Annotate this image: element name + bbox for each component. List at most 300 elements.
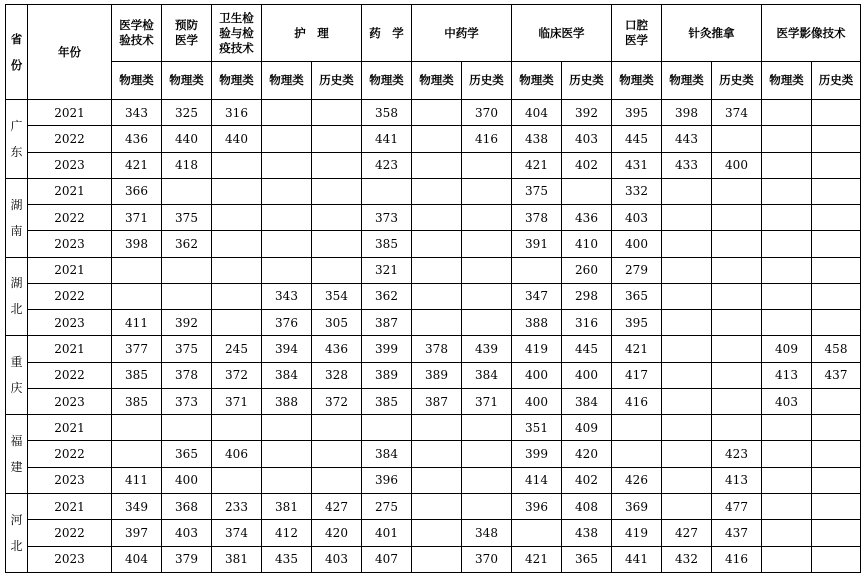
table-row: [6, 231, 861, 257]
score-cell: 458: [812, 336, 861, 362]
score-cell: 369: [612, 493, 662, 519]
score-cell: [712, 178, 762, 204]
header-major-stomatology: [612, 5, 662, 62]
header-major-medical-lab: [112, 5, 162, 62]
score-cell: 423: [362, 152, 412, 178]
table-row: [6, 520, 861, 546]
score-cell: 409: [762, 336, 812, 362]
score-cell: 445: [612, 126, 662, 152]
score-cell: 321: [362, 257, 412, 283]
header-major-pharmacy: 药 学: [362, 5, 412, 62]
score-cell: 440: [162, 126, 212, 152]
score-cell: 375: [162, 336, 212, 362]
year-cell: 2022: [28, 126, 112, 152]
province-char: 广: [10, 118, 23, 133]
score-cell: 441: [612, 546, 662, 572]
score-cell: [462, 441, 512, 467]
header-province-text: 省份: [10, 32, 23, 72]
score-cell: 233: [212, 493, 262, 519]
score-cell: 421: [112, 152, 162, 178]
score-cell: [812, 310, 861, 336]
score-cell: [812, 100, 861, 126]
header-major-acupuncture: 针灸推拿: [662, 5, 762, 62]
score-cell: [212, 467, 262, 493]
table-row: [6, 362, 861, 388]
score-cell: [312, 415, 362, 441]
score-cell: 392: [562, 100, 612, 126]
score-cell: 411: [112, 467, 162, 493]
score-cell: [262, 178, 312, 204]
score-cell: 379: [162, 546, 212, 572]
province-char: 庆: [10, 381, 23, 396]
score-cell: [262, 231, 312, 257]
score-cell: [712, 283, 762, 309]
score-cell: [312, 126, 362, 152]
score-cell: 403: [162, 520, 212, 546]
score-cell: 400: [162, 467, 212, 493]
score-cell: 391: [512, 231, 562, 257]
score-cell: 362: [362, 283, 412, 309]
score-cell: [212, 415, 262, 441]
score-cell: [662, 336, 712, 362]
score-cell: 431: [612, 152, 662, 178]
score-cell: [412, 205, 462, 231]
score-cell: 421: [512, 152, 562, 178]
header-major-imaging: 医学影像技术: [762, 5, 861, 62]
score-cell: [112, 283, 162, 309]
score-cell: [312, 231, 362, 257]
year-cell: 2021: [28, 178, 112, 204]
score-cell: [412, 415, 462, 441]
score-cell: 375: [162, 205, 212, 231]
score-cell: 438: [562, 520, 612, 546]
score-cell: 407: [362, 546, 412, 572]
score-cell: 416: [712, 546, 762, 572]
header-major-preventive: [162, 5, 212, 62]
table-row: [6, 205, 861, 231]
score-cell: 420: [312, 520, 362, 546]
score-cell: 437: [812, 362, 861, 388]
score-cell: 387: [362, 310, 412, 336]
score-cell: 403: [312, 546, 362, 572]
score-cell: 385: [362, 231, 412, 257]
score-cell: 394: [262, 336, 312, 362]
score-cell: 408: [562, 493, 612, 519]
header-year: 年份: [28, 5, 112, 100]
score-cell: 298: [562, 283, 612, 309]
score-cell: [812, 205, 861, 231]
header-major-line: 预防: [175, 18, 198, 32]
province-char: 南: [10, 223, 23, 238]
score-cell: [812, 152, 861, 178]
table-row: [6, 441, 861, 467]
score-cell: 378: [512, 205, 562, 231]
score-cell: [262, 152, 312, 178]
year-cell: 2021: [28, 100, 112, 126]
province-char: 河: [10, 512, 23, 527]
score-cell: [412, 467, 462, 493]
header-physics: 物理类: [412, 62, 462, 100]
score-cell: 400: [512, 388, 562, 414]
score-cell: [762, 546, 812, 572]
province-char: 东: [10, 144, 23, 159]
score-cell: [662, 441, 712, 467]
score-cell: 411: [112, 310, 162, 336]
score-cell: 416: [462, 126, 512, 152]
score-cell: 328: [312, 362, 362, 388]
score-cell: 351: [512, 415, 562, 441]
score-cell: [762, 493, 812, 519]
table-body: [6, 100, 861, 573]
score-cell: 417: [612, 362, 662, 388]
header-physics: 物理类: [762, 62, 812, 100]
province-cell: [6, 100, 28, 179]
score-cell: 373: [362, 205, 412, 231]
header-row-categories: [6, 62, 861, 100]
year-cell: 2021: [28, 257, 112, 283]
score-cell: [262, 467, 312, 493]
score-cell: [212, 205, 262, 231]
score-cell: [812, 467, 861, 493]
score-cell: 402: [562, 152, 612, 178]
score-cell: [762, 126, 812, 152]
score-cell: [462, 205, 512, 231]
score-cell: 396: [362, 467, 412, 493]
province-char: 北: [10, 302, 23, 317]
header-physics: 物理类: [262, 62, 312, 100]
score-cell: [212, 231, 262, 257]
score-cell: 362: [162, 231, 212, 257]
score-cell: [412, 126, 462, 152]
table-row: [6, 388, 861, 414]
score-cell: 373: [162, 388, 212, 414]
header-major-line: 医学: [625, 33, 648, 47]
header-history: 历史类: [712, 62, 762, 100]
year-cell: 2021: [28, 336, 112, 362]
header-major-line: 口腔: [625, 18, 648, 32]
score-cell: [762, 231, 812, 257]
score-cell: [262, 441, 312, 467]
score-cell: [762, 178, 812, 204]
score-cell: 374: [712, 100, 762, 126]
score-cell: [462, 493, 512, 519]
score-cell: 392: [162, 310, 212, 336]
score-cell: 441: [362, 126, 412, 152]
year-cell: 2022: [28, 362, 112, 388]
score-cell: 381: [262, 493, 312, 519]
year-cell: 2023: [28, 231, 112, 257]
province-cell: [6, 257, 28, 336]
score-cell: 366: [112, 178, 162, 204]
score-cell: 403: [562, 126, 612, 152]
score-cell: [712, 362, 762, 388]
score-cell: [612, 415, 662, 441]
header-major-nursing: 护 理: [262, 5, 362, 62]
header-major-line: 疫技术: [219, 40, 254, 55]
score-cell: 413: [712, 467, 762, 493]
score-cell: [662, 178, 712, 204]
score-cell: 421: [512, 546, 562, 572]
score-cell: [262, 126, 312, 152]
score-cell: 439: [462, 336, 512, 362]
score-cell: [762, 441, 812, 467]
header-physics: 物理类: [612, 62, 662, 100]
score-cell: [812, 178, 861, 204]
province-char: 重: [10, 355, 23, 370]
score-cell: 365: [562, 546, 612, 572]
table-row: [6, 467, 861, 493]
score-cell: 409: [562, 415, 612, 441]
score-cell: 432: [662, 546, 712, 572]
score-cell: 374: [212, 520, 262, 546]
score-cell: [712, 126, 762, 152]
score-cell: 421: [612, 336, 662, 362]
province-cell: [6, 336, 28, 415]
table-row: [6, 310, 861, 336]
score-cell: [812, 257, 861, 283]
score-cell: 372: [212, 362, 262, 388]
province-char: 湖: [10, 197, 23, 212]
score-cell: 343: [262, 283, 312, 309]
score-cell: [412, 441, 462, 467]
score-cell: 371: [212, 388, 262, 414]
score-cell: 398: [662, 100, 712, 126]
score-cell: 316: [212, 100, 262, 126]
score-cell: [112, 441, 162, 467]
year-cell: 2023: [28, 310, 112, 336]
score-cell: [662, 231, 712, 257]
score-cell: [662, 205, 712, 231]
score-cell: [812, 126, 861, 152]
year-cell: 2022: [28, 283, 112, 309]
score-cell: 404: [112, 546, 162, 572]
year-cell: 2022: [28, 205, 112, 231]
score-cell: 402: [562, 467, 612, 493]
score-cell: 423: [712, 441, 762, 467]
table-row: [6, 546, 861, 572]
score-cell: 416: [612, 388, 662, 414]
score-cell: 354: [312, 283, 362, 309]
score-cell: 371: [112, 205, 162, 231]
score-cell: [662, 310, 712, 336]
score-cell: [212, 178, 262, 204]
score-cell: [262, 257, 312, 283]
score-cell: [662, 257, 712, 283]
score-cell: 358: [362, 100, 412, 126]
score-cell: 388: [262, 388, 312, 414]
score-cell: 477: [712, 493, 762, 519]
score-cell: [162, 283, 212, 309]
score-cell: 396: [512, 493, 562, 519]
score-cell: 403: [612, 205, 662, 231]
score-cell: [412, 283, 462, 309]
score-cell: [462, 415, 512, 441]
score-cell: 368: [162, 493, 212, 519]
score-cell: 245: [212, 336, 262, 362]
score-cell: 427: [662, 520, 712, 546]
score-cell: [812, 493, 861, 519]
table-row: [6, 126, 861, 152]
score-cell: [412, 231, 462, 257]
admission-score-table: [5, 4, 861, 573]
header-major-line: 卫生检: [219, 10, 254, 25]
score-cell: [662, 493, 712, 519]
score-cell: 347: [512, 283, 562, 309]
year-cell: 2021: [28, 493, 112, 519]
score-cell: [762, 257, 812, 283]
score-cell: 399: [362, 336, 412, 362]
header-history: 历史类: [812, 62, 861, 100]
score-cell: [712, 310, 762, 336]
score-cell: [762, 205, 812, 231]
year-cell: 2023: [28, 467, 112, 493]
score-cell: [162, 415, 212, 441]
score-cell: [412, 520, 462, 546]
score-cell: 419: [512, 336, 562, 362]
header-major-clinical: 临床医学: [512, 5, 612, 62]
score-cell: 325: [162, 100, 212, 126]
score-cell: 420: [562, 441, 612, 467]
score-cell: [212, 310, 262, 336]
score-cell: 440: [212, 126, 262, 152]
score-cell: [112, 415, 162, 441]
score-cell: [762, 415, 812, 441]
score-cell: 410: [562, 231, 612, 257]
score-cell: [412, 546, 462, 572]
score-cell: [162, 257, 212, 283]
score-cell: 418: [162, 152, 212, 178]
score-cell: [762, 152, 812, 178]
score-cell: 436: [112, 126, 162, 152]
score-cell: [712, 205, 762, 231]
score-cell: [112, 257, 162, 283]
table-row: [6, 257, 861, 283]
score-cell: [812, 441, 861, 467]
province-cell: [6, 415, 28, 494]
score-cell: [512, 520, 562, 546]
score-cell: 343: [112, 100, 162, 126]
score-cell: [312, 441, 362, 467]
score-cell: [512, 257, 562, 283]
score-cell: [812, 388, 861, 414]
score-cell: [462, 467, 512, 493]
score-cell: 395: [612, 310, 662, 336]
header-major-health-inspection: [212, 5, 262, 62]
score-cell: 371: [462, 388, 512, 414]
score-cell: 401: [362, 520, 412, 546]
score-cell: 412: [262, 520, 312, 546]
score-cell: [812, 415, 861, 441]
score-cell: 436: [312, 336, 362, 362]
score-cell: [462, 283, 512, 309]
score-cell: [612, 441, 662, 467]
score-cell: 385: [362, 388, 412, 414]
score-cell: [662, 283, 712, 309]
score-cell: 398: [112, 231, 162, 257]
score-cell: 377: [112, 336, 162, 362]
score-cell: [312, 178, 362, 204]
score-cell: [762, 283, 812, 309]
score-cell: 348: [462, 520, 512, 546]
score-cell: 378: [162, 362, 212, 388]
score-cell: 395: [612, 100, 662, 126]
year-cell: 2021: [28, 415, 112, 441]
header-province: [6, 5, 28, 100]
score-cell: 388: [512, 310, 562, 336]
province-char: 建: [10, 460, 23, 475]
score-cell: [812, 520, 861, 546]
score-cell: [312, 205, 362, 231]
header-row-majors: [6, 5, 861, 62]
year-cell: 2023: [28, 152, 112, 178]
year-cell: 2022: [28, 441, 112, 467]
score-cell: 414: [512, 467, 562, 493]
province-cell: [6, 493, 28, 572]
score-cell: 400: [712, 152, 762, 178]
header-physics: 物理类: [112, 62, 162, 100]
score-cell: 389: [412, 362, 462, 388]
score-cell: [462, 152, 512, 178]
score-cell: [762, 467, 812, 493]
score-cell: 372: [312, 388, 362, 414]
score-cell: [262, 100, 312, 126]
score-cell: 426: [612, 467, 662, 493]
score-cell: 275: [362, 493, 412, 519]
score-cell: [362, 415, 412, 441]
score-cell: 413: [762, 362, 812, 388]
header-major-tcm-pharmacy: 中药学: [412, 5, 512, 62]
table-row: [6, 415, 861, 441]
score-cell: [212, 283, 262, 309]
header-major-line: 医学检: [119, 18, 154, 32]
score-cell: 384: [562, 388, 612, 414]
score-cell: [712, 388, 762, 414]
score-cell: [412, 152, 462, 178]
score-cell: [462, 257, 512, 283]
score-cell: [712, 415, 762, 441]
table-row: [6, 152, 861, 178]
score-cell: [812, 231, 861, 257]
table-row: [6, 100, 861, 126]
header-physics: 物理类: [362, 62, 412, 100]
score-cell: 443: [662, 126, 712, 152]
score-cell: [762, 100, 812, 126]
year-cell: 2023: [28, 388, 112, 414]
score-cell: 370: [462, 546, 512, 572]
score-cell: [762, 310, 812, 336]
score-cell: 378: [412, 336, 462, 362]
score-cell: 385: [112, 362, 162, 388]
score-cell: 404: [512, 100, 562, 126]
score-cell: [212, 257, 262, 283]
score-cell: 406: [212, 441, 262, 467]
header-major-line: 验与检: [219, 25, 254, 40]
header-major-line: 医学: [175, 33, 198, 47]
score-cell: [712, 257, 762, 283]
province-char: 湖: [10, 276, 23, 291]
score-cell: 305: [312, 310, 362, 336]
score-cell: [662, 362, 712, 388]
score-cell: 375: [512, 178, 562, 204]
score-cell: [412, 178, 462, 204]
score-cell: [662, 467, 712, 493]
score-cell: 332: [612, 178, 662, 204]
table-row: [6, 178, 861, 204]
score-cell: [362, 178, 412, 204]
score-cell: [712, 336, 762, 362]
score-cell: [262, 205, 312, 231]
score-cell: 387: [412, 388, 462, 414]
